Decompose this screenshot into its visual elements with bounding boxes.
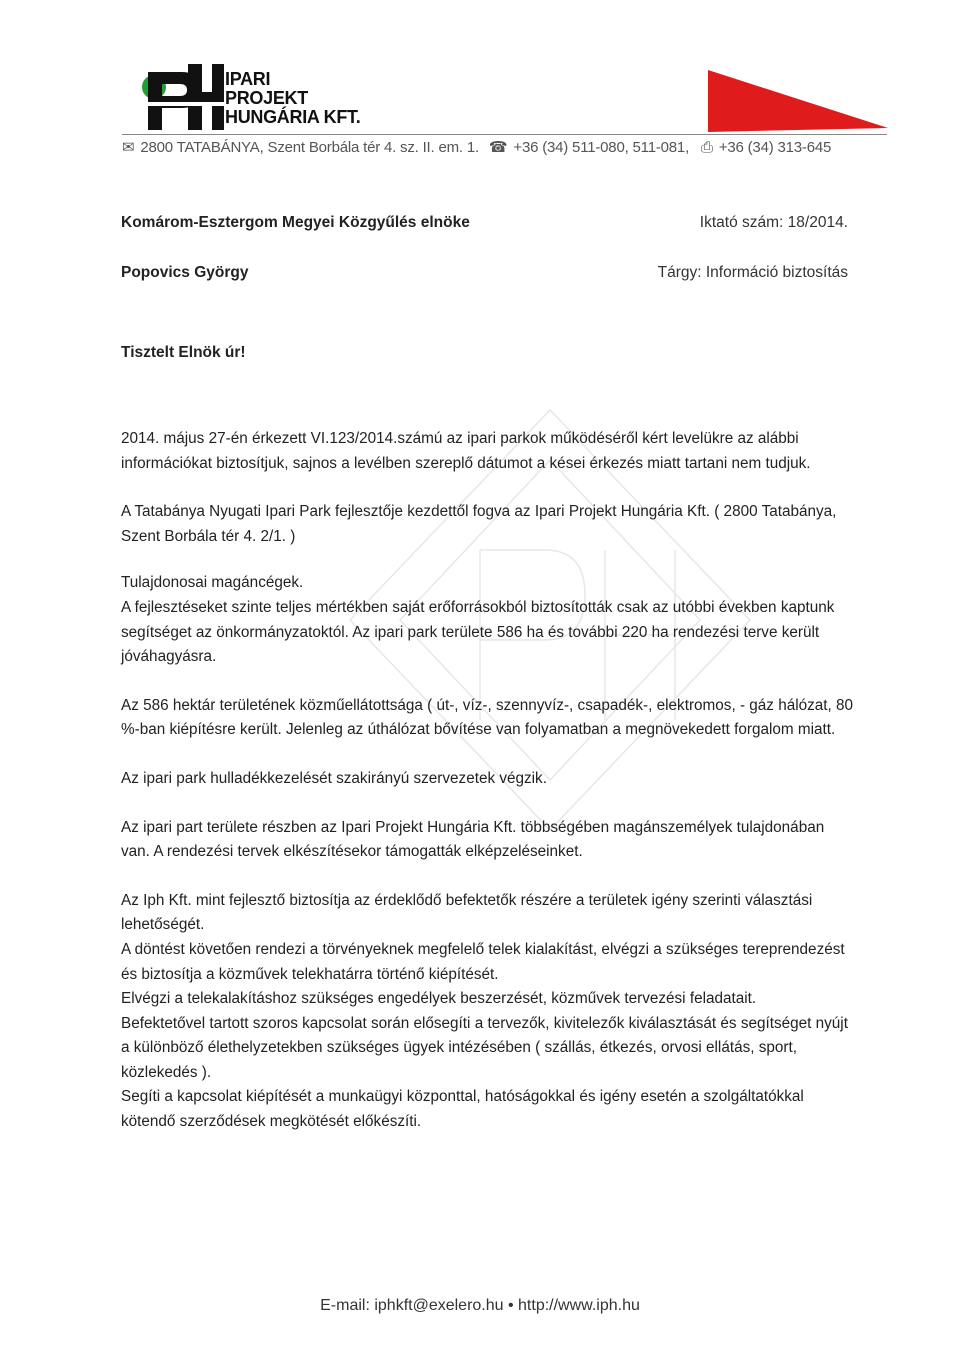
paragraph: A fejlesztéseket szinte teljes mértékben saját erőforrásokból biztosították csak az utóbbi években kaptunk segítséget az önkormányzatoktól. Az ipari park területe 586 ha és további 220 ha rendezési terve került jóváhagyásra. — [121, 598, 835, 666]
address-line — [122, 138, 831, 156]
registration-number: Iktató szám: 18/2014. — [699, 214, 848, 231]
fax-text: +36 (34) 313-645 — [718, 139, 832, 156]
company-name-line-3: HUNGÁRIA KFT. — [225, 107, 361, 127]
fax-icon: ⎙ — [701, 139, 713, 156]
recipient-block — [121, 214, 470, 314]
company-name-line-1: IPARI — [225, 69, 271, 89]
red-accent-shape — [700, 70, 890, 132]
paragraph: 2014. május 27-én érkezett VI.123/2014.számú az ipari parkok működéséről kért levelükre az alábbi információkat biztosítjuk, sajnos a levélben szereplő dátumot a kései érkezés miatt tartani nem tudjuk. — [121, 430, 811, 472]
salutation: Tisztelt Elnök úr! — [121, 344, 246, 361]
paragraph: Befektetővel tartott szoros kapcsolat során elősegíti a tervezők, kivitelezők kiválasztását és segítséget nyújt a különböző élethelyzetekben szükséges ügyek intézésében ( szállás, étkezés, orvosi ellátás, sport, közlekedés ). — [121, 1014, 848, 1081]
paragraph: A döntést követően rendezi a törvényeknek megfelelő telek kialakítást, elvégzi a szükséges tereprendezést és biztosítja a közművek telekhatárra történő kiépítését. — [121, 940, 845, 983]
paragraph: Az 586 hektár területének közműellátottsága ( út-, víz-, szennyvíz-, csapadék-, elektromos, - gáz hálózat, 80 %-ban kiépítésre került. Jelenleg az úthálózat bővítése van folyamatban a megnövekedett forgalom miatt. — [121, 696, 854, 739]
company-name — [225, 70, 360, 127]
paragraph: Az ipari part területe részben az Ipari Projekt Hungária Kft. többségében magánszemélyek tulajdonában van. A rendezési tervek elkészítésekor támogatták elképzeléseinket. — [121, 818, 825, 861]
phone-text: +36 (34) 511-080, 511-081, — [513, 139, 690, 156]
paragraph: A Tatabánya Nyugati Ipari Park fejlesztője kezdettől fogva az Ipari Projekt Hungária Kft. ( 2800 Tatabánya, Szent Borbála tér 4. 2/1. ) — [121, 503, 837, 545]
envelope-icon: ✉ — [122, 139, 135, 156]
paragraph: Az ipari park hulladékkezelését szakirányú szervezetek végzik. — [121, 769, 547, 787]
phone-icon: ☎ — [488, 139, 508, 156]
recipient-org: Komárom-Esztergom Megyei Közgyűlés elnöke — [121, 214, 470, 231]
recipient-name: Popovics György — [121, 264, 249, 281]
header-divider — [122, 134, 887, 135]
subject-line: Tárgy: Információ biztosítás — [657, 264, 848, 281]
letter-body — [121, 427, 856, 1135]
paragraph: Segíti a kapcsolat kiépítését a munkaügyi központtal, hatóságokkal és igény esetén a szolgáltatókkal kötendő szerződések megkötését előkészíti. — [121, 1088, 804, 1131]
reference-block — [658, 214, 848, 314]
paragraph: Tulajdonosai magáncégek. — [121, 574, 304, 592]
address-text: 2800 TATABÁNYA, Szent Borbála tér 4. sz. II. em. 1. — [140, 139, 479, 156]
paragraph: Az Iph Kft. mint fejlesztő biztosítja az érdeklődő befektetők részére a területek igény szerinti választási lehetőségét. — [121, 891, 813, 934]
company-logo-icon — [140, 62, 224, 132]
footer-contact: E-mail: iphkft@exelero.hu • http://www.iph.hu — [320, 1297, 640, 1314]
company-name-line-2: PROJEKT — [225, 88, 308, 108]
paragraph: Elvégzi a telekalakításhoz szükséges engedélyek beszerzését, közművek tervezési feladatait. — [121, 990, 757, 1008]
